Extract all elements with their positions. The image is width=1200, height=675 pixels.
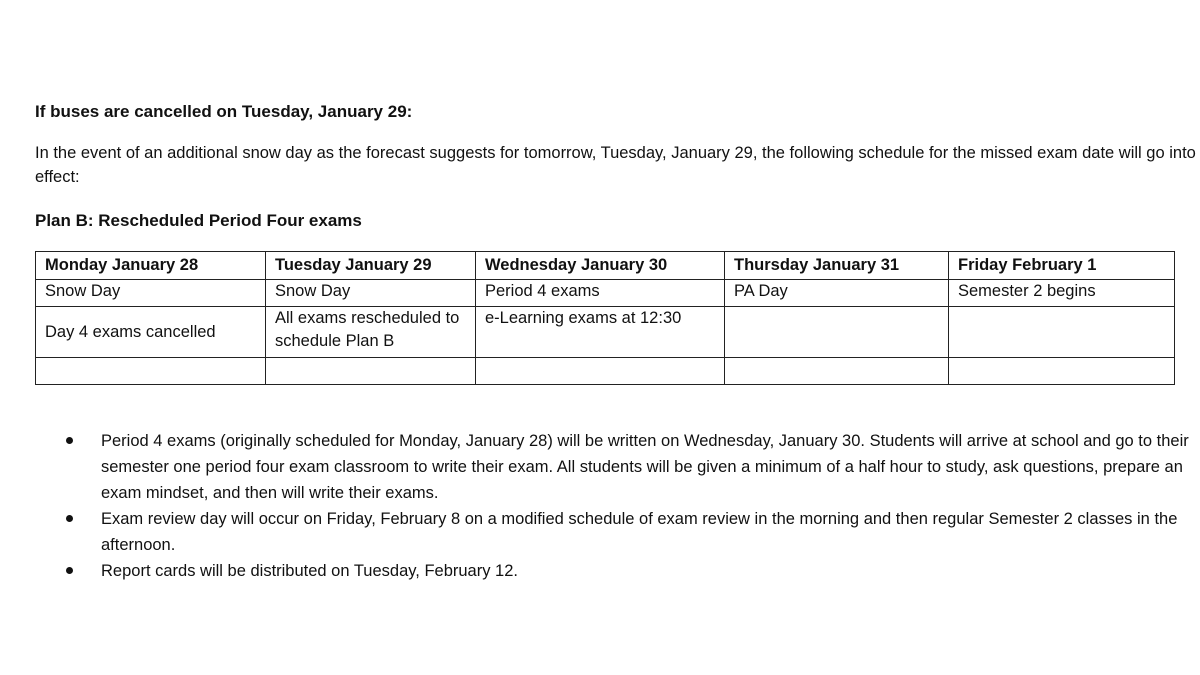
notes-list bbox=[0, 428, 1200, 584]
table-cell bbox=[36, 358, 266, 385]
schedule-table bbox=[35, 251, 1175, 385]
intro-paragraph: In the event of an additional snow day as the forecast suggests for tomorrow, Tuesday, January 29, the following schedule for the missed exam date will go into effect: bbox=[35, 144, 1196, 186]
table-cell bbox=[725, 307, 949, 358]
bullet-icon bbox=[66, 515, 73, 522]
table-cell: Snow Day bbox=[266, 280, 476, 307]
table-cell: PA Day bbox=[725, 280, 949, 307]
table-cell bbox=[266, 358, 476, 385]
bullet-icon bbox=[66, 567, 73, 574]
table-cell bbox=[476, 358, 725, 385]
table-cell bbox=[949, 307, 1175, 358]
header-friday: Friday February 1 bbox=[949, 252, 1175, 280]
table-cell: Period 4 exams bbox=[476, 280, 725, 307]
list-item bbox=[0, 428, 1200, 506]
header-tuesday: Tuesday January 29 bbox=[266, 252, 476, 280]
table-row bbox=[36, 358, 1175, 385]
table-row bbox=[36, 280, 1175, 307]
table-cell bbox=[949, 358, 1175, 385]
bullet-icon bbox=[66, 437, 73, 444]
list-item-text: Period 4 exams (originally scheduled for Monday, January 28) will be written on Wednesday, January 30. Students will arrive at school and go to their semester one period four exam classroom to write their exam. All students will be given a minimum of a half hour to study, ask questions, prepare an exam mindset, and then will write their exams. bbox=[101, 432, 1189, 502]
section-heading: If buses are cancelled on Tuesday, January 29: bbox=[35, 102, 413, 121]
table-cell: All exams rescheduled to schedule Plan B bbox=[266, 307, 476, 358]
list-item-text: Report cards will be distributed on Tuesday, February 12. bbox=[101, 562, 518, 580]
header-wednesday: Wednesday January 30 bbox=[476, 252, 725, 280]
header-thursday: Thursday January 31 bbox=[725, 252, 949, 280]
table-cell bbox=[725, 358, 949, 385]
table-cell: Day 4 exams cancelled bbox=[36, 307, 266, 358]
table-cell: Snow Day bbox=[36, 280, 266, 307]
list-item bbox=[0, 506, 1200, 558]
table-header-row bbox=[36, 252, 1175, 280]
table-cell: Semester 2 begins bbox=[949, 280, 1175, 307]
plan-title: Plan B: Rescheduled Period Four exams bbox=[35, 211, 362, 230]
list-item bbox=[0, 558, 1200, 584]
list-item-text: Exam review day will occur on Friday, February 8 on a modified schedule of exam review in the morning and then regular Semester 2 classes in the afternoon. bbox=[101, 510, 1178, 554]
table-cell: e-Learning exams at 12:30 bbox=[476, 307, 725, 358]
header-monday: Monday January 28 bbox=[36, 252, 266, 280]
table-row bbox=[36, 307, 1175, 358]
